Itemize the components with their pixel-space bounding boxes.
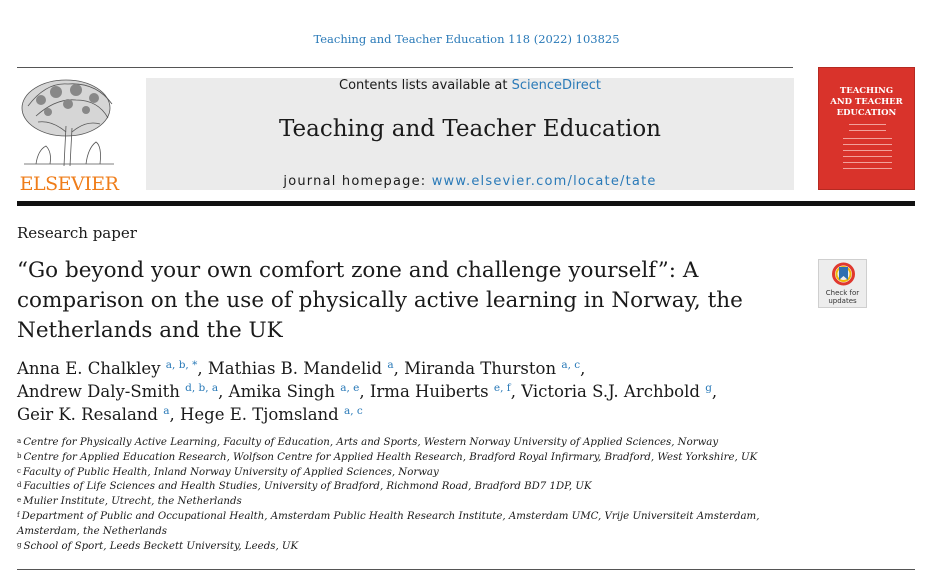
homepage-prefix: journal homepage: (283, 174, 432, 189)
author-separator: , (218, 382, 229, 401)
cover-decoration (849, 124, 886, 125)
author-name[interactable]: Mathias B. Mandelid (207, 359, 383, 378)
cover-title-line: AND TEACHER (830, 97, 903, 107)
publisher-logo[interactable] (16, 76, 122, 195)
journal-banner (146, 78, 794, 190)
affiliation-text: School of Sport, Leeds Beckett University, Leeds, UK (23, 540, 299, 552)
check-for-updates-icon (819, 260, 868, 290)
cover-title-line: EDUCATION (836, 108, 897, 118)
author-name[interactable]: Miranda Thurston (404, 359, 557, 378)
author-name[interactable]: Andrew Daly-Smith (17, 382, 180, 401)
author-affiliation-ref[interactable]: a (387, 359, 394, 371)
journal-cover[interactable] (818, 67, 915, 190)
author-separator: , (197, 359, 208, 378)
homepage-line (146, 174, 794, 189)
publisher-name: ELSEVIER (19, 173, 119, 195)
cover-title-line: TEACHING (839, 86, 894, 96)
affiliation-key: a (17, 437, 22, 445)
affiliation-text: Faculties of Life Sciences and Health Studies, University of Bradford, Richmond Road, Bradford BD7 1DP, UK (23, 481, 592, 493)
elsevier-tree-logo-icon (16, 76, 122, 172)
affiliation-item (17, 510, 807, 540)
affiliation-text: Centre for Applied Education Research, Wolfson Centre for Applied Health Research, Bradford Royal Infirmary, Bradford, West Yorkshire, UK (23, 451, 758, 463)
author-affiliation-ref[interactable]: a, c (343, 405, 363, 417)
affiliation-item (17, 436, 807, 451)
author-name[interactable]: Geir K. Resaland (17, 405, 158, 424)
author-name[interactable]: Hege E. Tjomsland (179, 405, 339, 424)
journal-title[interactable]: Teaching and Teacher Education (278, 116, 661, 142)
author-name[interactable]: Irma Huiberts (369, 382, 489, 401)
author-name[interactable]: Amika Singh (228, 382, 335, 401)
affiliation-item (17, 466, 807, 481)
check-label-line: Check for (825, 289, 860, 297)
author-name[interactable]: Anna E. Chalkley (17, 359, 161, 378)
check-for-updates-button[interactable] (818, 259, 867, 308)
affiliation-key: d (17, 481, 22, 490)
contents-line (146, 78, 794, 93)
cover-decoration (843, 162, 892, 163)
cover-decoration (843, 156, 892, 157)
author-affiliation-ref[interactable]: a, e (340, 382, 360, 394)
cover-decoration (843, 168, 892, 169)
top-divider (17, 67, 793, 68)
author-separator: , (580, 359, 586, 378)
bottom-divider (17, 569, 915, 570)
affiliation-text: Mulier Institute, Utrecht, the Netherlands (23, 496, 242, 508)
author-affiliation-ref[interactable]: a (163, 405, 170, 417)
author-separator: , (393, 359, 405, 378)
header-divider (17, 201, 915, 206)
check-for-updates-label (819, 290, 866, 305)
affiliation-key: f (17, 510, 20, 519)
affiliation-text: Faculty of Public Health, Inland Norway University of Applied Sciences, Norway (22, 466, 439, 478)
affiliation-item (17, 480, 807, 495)
affiliation-text: Department of Public and Occupational Health, Amsterdam Public Health Research Institute, Amsterdam UMC, Vrije Universiteit Amsterdam, Amsterdam, the Netherlands (17, 510, 760, 537)
author-affiliation-ref[interactable]: g (705, 382, 712, 394)
homepage-link[interactable]: www.elsevier.com/locate/tate (431, 174, 657, 189)
author-affiliation-ref[interactable]: e, f (493, 382, 511, 394)
author-name[interactable]: Victoria S.J. Archbold (521, 382, 700, 401)
affiliation-key: e (17, 496, 22, 505)
affiliation-item (17, 495, 807, 510)
cover-decoration (849, 130, 886, 131)
cover-decoration (843, 138, 892, 139)
affiliation-item (17, 451, 807, 466)
cover-title (819, 86, 914, 119)
article-title: “Go beyond your own comfort zone and challenge yourself”: A comparison on the use of physically active learning in Norway, the Netherlands and the UK (17, 258, 743, 343)
contents-prefix: Contents lists available at (339, 78, 512, 93)
author-affiliation-ref[interactable]: a, c (561, 359, 581, 371)
author-list (17, 357, 837, 426)
author-separator: , (169, 405, 180, 424)
affiliation-list (17, 436, 807, 554)
affiliation-text: Centre for Physically Active Learning, Faculty of Education, Arts and Sports, Western Norway University of Applied Sciences, Norway (23, 437, 719, 448)
cover-decoration (843, 144, 892, 145)
author-separator: , (711, 382, 718, 401)
affiliation-key: c (17, 466, 21, 475)
sciencedirect-link[interactable]: ScienceDirect (511, 78, 601, 93)
journal-citation[interactable]: Teaching and Teacher Education 118 (2022) 103825 (313, 32, 620, 46)
affiliation-item (17, 540, 807, 555)
check-label-line: updates (828, 296, 857, 305)
article-type: Research paper (17, 224, 137, 242)
affiliation-key: g (17, 540, 22, 549)
affiliation-key: b (17, 451, 22, 460)
cover-decoration (843, 150, 892, 151)
author-separator: , (359, 382, 370, 401)
author-separator: , (510, 382, 522, 401)
author-affiliation-ref[interactable]: a, b, * (165, 359, 198, 371)
author-affiliation-ref[interactable]: d, b, a (185, 382, 219, 394)
